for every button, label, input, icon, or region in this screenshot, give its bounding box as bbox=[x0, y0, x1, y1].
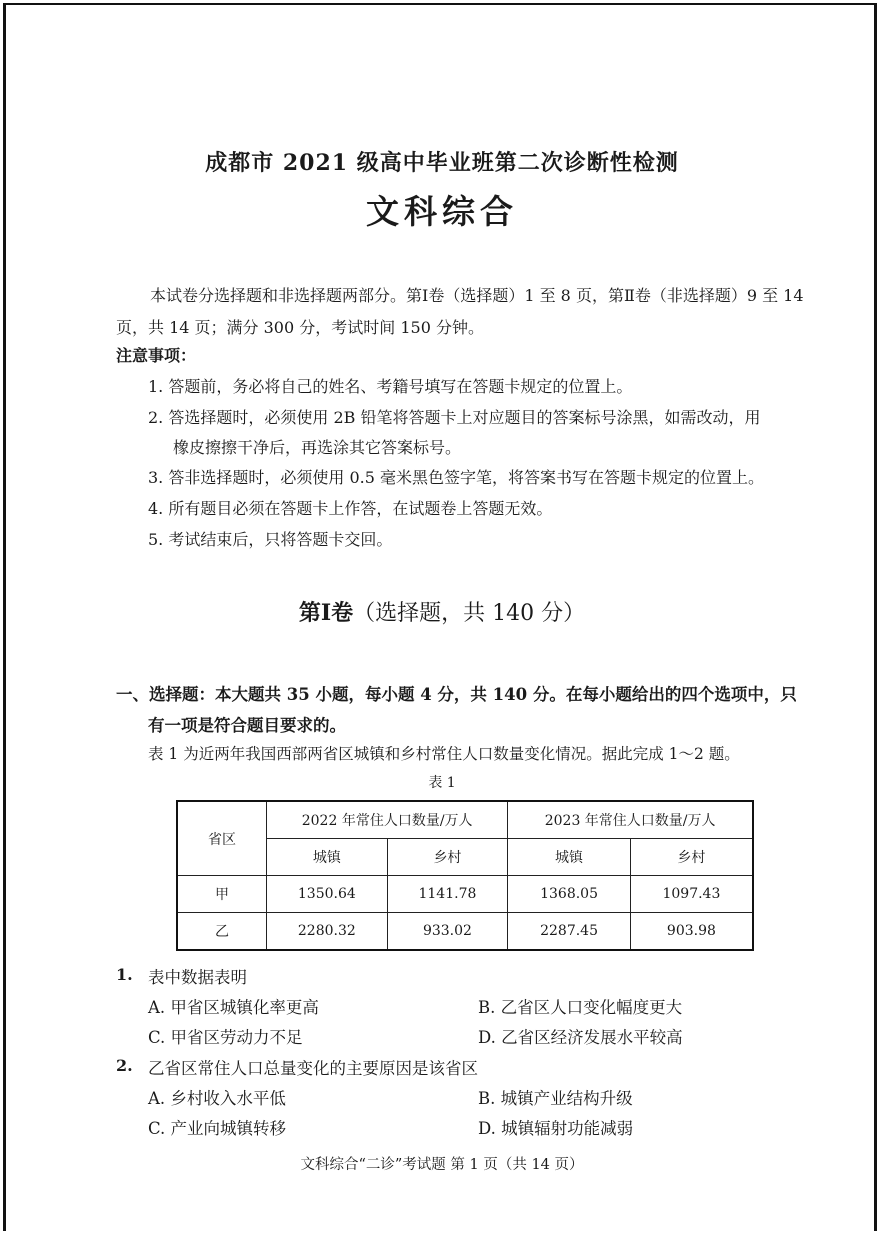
note-item-continued: 橡皮擦擦干净后，再选涂其它答案标号。 bbox=[173, 438, 462, 457]
value-cell: 903.98 bbox=[630, 913, 753, 951]
part-title bbox=[0, 596, 884, 627]
province-cell: 甲 bbox=[177, 876, 267, 913]
value-cell: 2287.45 bbox=[508, 913, 631, 951]
exam-subject: 文科综合 bbox=[366, 192, 518, 231]
question-option: B. 城镇产业结构升级 bbox=[478, 1089, 633, 1108]
value-cell: 2280.32 bbox=[267, 913, 388, 951]
question-option: C. 产业向城镇转移 bbox=[148, 1119, 287, 1138]
question-option: D. 乙省区经济发展水平较高 bbox=[478, 1028, 683, 1047]
value-cell: 1368.05 bbox=[508, 876, 631, 913]
notes-title: 注意事项： bbox=[116, 346, 197, 365]
question-option: A. 甲省区城镇化率更高 bbox=[148, 998, 319, 1017]
note-item: 4. 所有题目必须在答题卡上作答，在试题卷上答题无效。 bbox=[148, 499, 553, 518]
note-item: 5. 考试结束后，只将答题卡交回。 bbox=[148, 530, 393, 549]
question-stem: 乙省区常住人口总量变化的主要原因是该省区 bbox=[148, 1059, 478, 1078]
exam-title: 成都市 2021 级高中毕业班第二次诊断性检测 bbox=[205, 150, 679, 176]
question-option: D. 城镇辐射功能减弱 bbox=[478, 1119, 634, 1138]
province-header: 省区 bbox=[177, 801, 267, 876]
part-detail: （选择题，共 140 分） bbox=[353, 601, 586, 626]
question-number: 2. bbox=[116, 1056, 133, 1075]
page-footer: 文科综合“二诊”考试题 第 1 页（共 14 页） bbox=[300, 1157, 584, 1173]
province-cell: 乙 bbox=[177, 913, 267, 951]
sub-header-rural-2023: 乡村 bbox=[630, 839, 753, 876]
year-header-2022: 2022 年常住人口数量/万人 bbox=[267, 801, 508, 839]
value-cell: 1141.78 bbox=[387, 876, 508, 913]
note-item: 3. 答非选择题时，必须使用 0.5 毫米黑色签字笔，将答案书写在答题卡规定的位置上。 bbox=[148, 468, 764, 487]
table-intro: 表 1 为近两年我国西部两省区城镇和乡村常住人口数量变化情况。据此完成 1～2 题。 bbox=[148, 745, 740, 763]
note-item: 2. 答选择题时，必须使用 2B 铅笔将答题卡上对应题目的答案标号涂黑，如需改动，用 bbox=[148, 408, 761, 427]
sub-header-urban-2023: 城镇 bbox=[508, 839, 631, 876]
value-cell: 933.02 bbox=[387, 913, 508, 951]
population-table bbox=[176, 800, 754, 951]
table-row bbox=[177, 913, 753, 951]
question-number: 1. bbox=[116, 965, 133, 984]
table-caption: 表 1 bbox=[428, 775, 456, 791]
section-heading-continued: 有一项是符合题目要求的。 bbox=[148, 716, 346, 735]
question-option: B. 乙省区人口变化幅度更大 bbox=[478, 998, 683, 1017]
table-row bbox=[177, 876, 753, 913]
note-item: 1. 答题前，务必将自己的姓名、考籍号填写在答题卡规定的位置上。 bbox=[148, 377, 633, 396]
part-label: 第Ⅰ卷 bbox=[298, 600, 354, 626]
sub-header-rural-2022: 乡村 bbox=[387, 839, 508, 876]
year-header-2023: 2023 年常住人口数量/万人 bbox=[508, 801, 753, 839]
value-cell: 1350.64 bbox=[267, 876, 388, 913]
table-header-row bbox=[177, 801, 753, 839]
value-cell: 1097.43 bbox=[630, 876, 753, 913]
exam-intro: 本试卷分选择题和非选择题两部分。第Ⅰ卷（选择题）1 至 8 页，第Ⅱ卷（非选择题）9 至 14 页，共 14 页；满分 300 分，考试时间 150 分钟。 bbox=[116, 286, 804, 337]
question-stem: 表中数据表明 bbox=[148, 968, 247, 987]
question-option: C. 甲省区劳动力不足 bbox=[148, 1028, 303, 1047]
question-option: A. 乡村收入水平低 bbox=[148, 1089, 286, 1108]
sub-header-urban-2022: 城镇 bbox=[267, 839, 388, 876]
section-heading: 一、选择题：本大题共 35 小题，每小题 4 分，共 140 分。在每小题给出的四个选项中，只 bbox=[116, 685, 797, 704]
